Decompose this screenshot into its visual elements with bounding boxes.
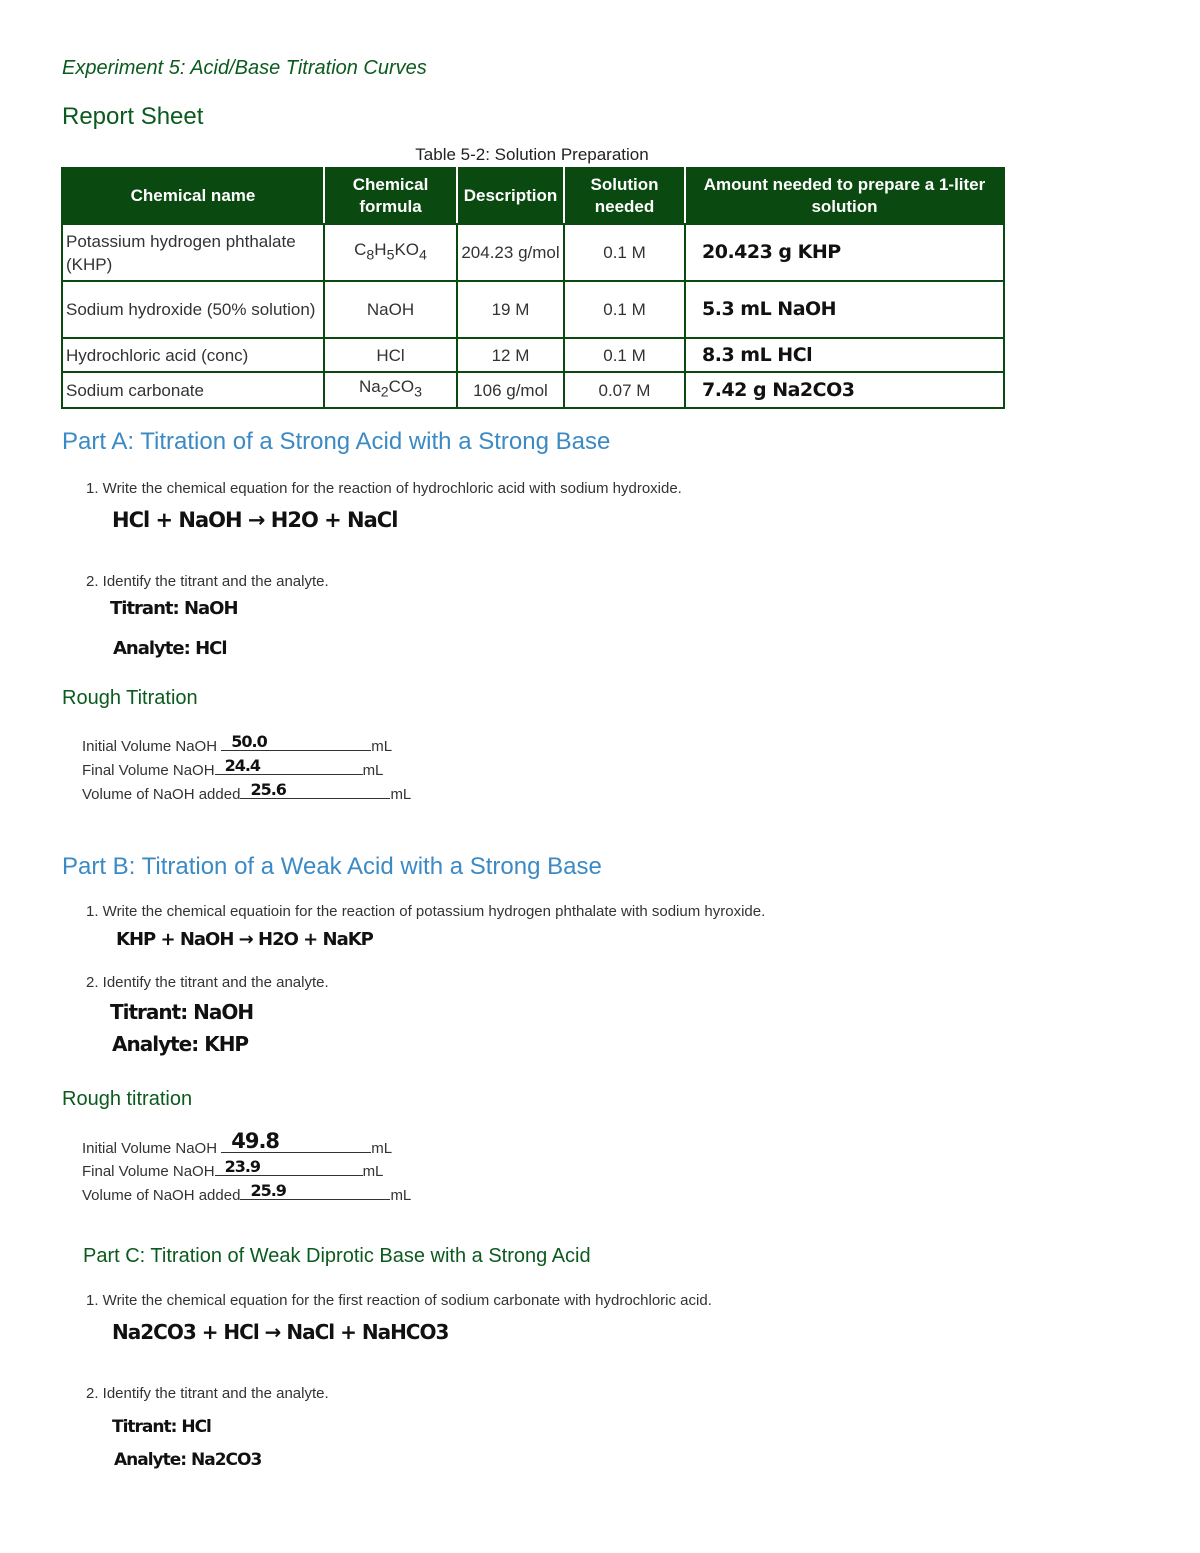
- initial-volume-value: 49.8: [231, 1129, 280, 1153]
- volume-added-value: 25.9: [250, 1181, 286, 1200]
- initial-volume-label: Initial Volume NaOH: [82, 738, 218, 755]
- part-c-answer-1: Na2CO3 + HCl → NaCl + NaHCO3: [112, 1320, 449, 1344]
- part-a-heading: Part A: Titration of a Strong Acid with a Strong Base: [62, 428, 611, 455]
- header-description: Description: [457, 168, 564, 224]
- formula-sodium-carbonate: $Na_2CO_3$: [359, 377, 422, 401]
- cell-formula: NaOH: [324, 281, 457, 338]
- volume-added-label: Volume of NaOH added: [82, 1187, 241, 1204]
- part-a-question-2: 2. Identify the titrant and the analyte.: [86, 573, 329, 590]
- part-a-answer-1: HCl + NaOH → H2O + NaCl: [112, 508, 398, 532]
- part-b-final-volume: [82, 1159, 383, 1180]
- cell-amount-handwritten: 20.423 g KHP: [685, 224, 1004, 281]
- unit-label: mL: [362, 762, 384, 779]
- part-b-titrant: Titrant: NaOH: [110, 1000, 254, 1024]
- experiment-title: Experiment 5: Acid/Base Titration Curves: [62, 57, 427, 79]
- part-c-question-1: 1. Write the chemical equation for the first reaction of sodium carbonate with hydrochloric acid.: [86, 1292, 712, 1309]
- cell-description: 19 M: [457, 281, 564, 338]
- cell-chemical-name: Sodium hydroxide (50% solution): [62, 281, 324, 338]
- final-volume-value: 23.9: [224, 1157, 261, 1176]
- final-volume-label: Final Volume NaOH: [82, 1163, 215, 1180]
- cell-description: 106 g/mol: [457, 372, 564, 408]
- part-b-initial-volume: [82, 1129, 393, 1157]
- part-a-volume-added: [82, 782, 411, 803]
- part-b-analyte: Analyte: KHP: [112, 1032, 249, 1056]
- unit-label: mL: [390, 1187, 412, 1204]
- cell-chemical-name: Sodium carbonate: [62, 372, 324, 408]
- part-c-titrant: Titrant: HCl: [112, 1417, 211, 1437]
- header-chemical-formula: Chemical formula: [324, 168, 457, 224]
- part-b-volume-added: [82, 1183, 411, 1204]
- part-a-analyte: Analyte: HCl: [113, 638, 227, 659]
- volume-added-value: 25.6: [250, 780, 286, 799]
- part-c-analyte: Analyte: Na2CO3: [114, 1450, 262, 1470]
- part-b-answer-1: KHP + NaOH → H2O + NaKP: [116, 929, 373, 950]
- solution-preparation-table: [61, 167, 1005, 409]
- unit-label: mL: [371, 1140, 393, 1157]
- part-a-question-1: 1. Write the chemical equation for the reaction of hydrochloric acid with sodium hydroxide.: [86, 480, 682, 497]
- table-row: [62, 281, 1004, 338]
- volume-added-label: Volume of NaOH added: [82, 786, 241, 803]
- final-volume-label: Final Volume NaOH: [82, 762, 215, 779]
- part-a-initial-volume: [82, 734, 392, 755]
- part-b-question-2: 2. Identify the titrant and the analyte.: [86, 974, 329, 991]
- initial-volume-value: 50.0: [231, 732, 267, 751]
- unit-label: mL: [362, 1163, 384, 1180]
- part-a-titrant: Titrant: NaOH: [110, 598, 238, 619]
- unit-label: mL: [390, 786, 412, 803]
- cell-chemical-name: Potassium hydrogen phthalate (KHP): [62, 224, 324, 281]
- part-a-final-volume: [82, 758, 383, 779]
- cell-description: 204.23 g/mol: [457, 224, 564, 281]
- table-row: [62, 372, 1004, 408]
- cell-solution: 0.07 M: [564, 372, 685, 408]
- table-row: [62, 224, 1004, 281]
- part-b-question-1: 1. Write the chemical equatioin for the reaction of potassium hydrogen phthalate with sodium hyroxide.: [86, 903, 766, 920]
- cell-formula: [324, 224, 457, 281]
- final-volume-blank: [215, 758, 363, 775]
- cell-chemical-name: Hydrochloric acid (conc): [62, 338, 324, 372]
- cell-formula: HCl: [324, 338, 457, 372]
- cell-amount-handwritten: 7.42 g Na2CO3: [685, 372, 1004, 408]
- final-volume-blank: [215, 1159, 363, 1176]
- unit-label: mL: [371, 738, 393, 755]
- initial-volume-blank: [221, 1129, 371, 1153]
- table-caption: Table 5-2: Solution Preparation: [415, 145, 649, 164]
- header-chemical-name: Chemical name: [62, 168, 324, 224]
- volume-added-blank: [240, 782, 390, 799]
- part-c-question-2: 2. Identify the titrant and the analyte.: [86, 1385, 329, 1402]
- final-volume-value: 24.4: [224, 756, 261, 775]
- cell-description: 12 M: [457, 338, 564, 372]
- report-sheet-heading: Report Sheet: [62, 103, 204, 130]
- part-b-heading: Part B: Titration of a Weak Acid with a Strong Base: [62, 853, 602, 880]
- part-b-rough-titration-heading: Rough titration: [62, 1088, 193, 1110]
- cell-amount-handwritten: 5.3 mL NaOH: [685, 281, 1004, 338]
- initial-volume-blank: [221, 734, 371, 751]
- part-a-rough-titration-heading: Rough Titration: [62, 687, 198, 709]
- formula-khp: $C_8H_5KO_4$: [354, 239, 427, 264]
- table-header-row: [62, 168, 1004, 224]
- volume-added-blank: [240, 1183, 390, 1200]
- table-row: [62, 338, 1004, 372]
- cell-formula: [324, 372, 457, 408]
- cell-solution: 0.1 M: [564, 224, 685, 281]
- cell-solution: 0.1 M: [564, 338, 685, 372]
- cell-solution: 0.1 M: [564, 281, 685, 338]
- header-solution-needed: Solution needed: [564, 168, 685, 224]
- cell-amount-handwritten: 8.3 mL HCl: [685, 338, 1004, 372]
- header-amount-needed: Amount needed to prepare a 1-liter solution: [685, 168, 1004, 224]
- part-c-heading: Part C: Titration of Weak Diprotic Base with a Strong Acid: [83, 1245, 591, 1267]
- initial-volume-label: Initial Volume NaOH: [82, 1140, 218, 1157]
